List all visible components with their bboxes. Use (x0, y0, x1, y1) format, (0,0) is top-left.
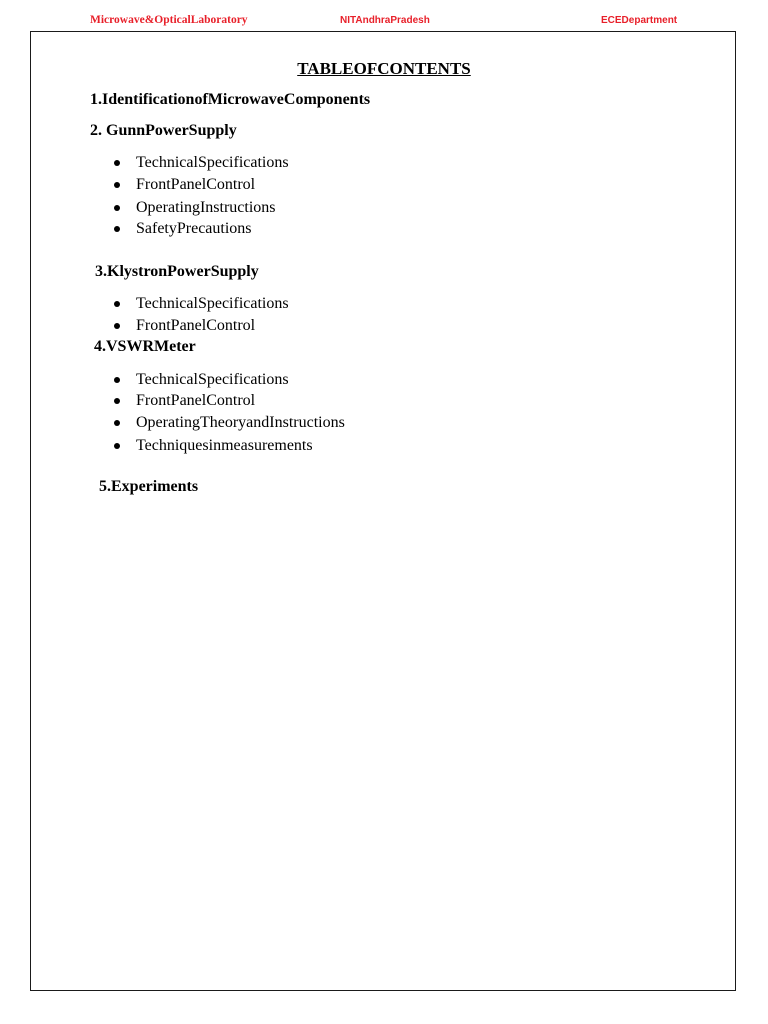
list-item-label: FrontPanelControl (136, 176, 256, 193)
toc-section-number: 1. (90, 91, 102, 108)
list-item[interactable] (136, 391, 255, 411)
header-lab-name: Microwave&OpticalLaboratory (90, 14, 248, 26)
list-item-label: TechnicalSpecifications (136, 371, 289, 388)
toc-section-4[interactable] (94, 337, 196, 357)
page-title: TABLEOFCONTENTS (297, 59, 471, 78)
header-department: ECEDepartment (601, 15, 678, 26)
toc-section-number: 5. (99, 478, 111, 495)
toc-section-label: GunnPowerSupply (106, 122, 237, 139)
bullet-icon (114, 443, 120, 449)
toc-section-number: 2. (90, 122, 106, 139)
list-item[interactable] (136, 153, 289, 173)
toc-section-label: KlystronPowerSupply (107, 263, 259, 280)
bullet-icon (114, 205, 120, 211)
bullet-icon (114, 420, 120, 426)
list-item[interactable] (136, 198, 276, 218)
list-item-label: TechnicalSpecifications (136, 295, 289, 312)
toc-section-1[interactable] (90, 90, 370, 110)
list-item-label: FrontPanelControl (136, 392, 256, 409)
toc-section-5[interactable] (99, 477, 198, 497)
list-item-label: OperatingInstructions (136, 199, 276, 216)
toc-section-label: IdentificationofMicrowaveComponents (102, 91, 371, 108)
header-institute: NITAndhraPradesh (340, 15, 430, 26)
bullet-icon (114, 226, 120, 232)
toc-section-number: 3. (95, 263, 107, 280)
list-item-label: TechnicalSpecifications (136, 154, 289, 171)
list-item[interactable] (136, 219, 252, 239)
toc-section-label: Experiments (111, 478, 199, 495)
bullet-icon (114, 398, 120, 404)
bullet-icon (114, 301, 120, 307)
toc-section-label: VSWRMeter (106, 338, 196, 355)
list-item[interactable] (136, 413, 345, 433)
list-item[interactable] (136, 316, 255, 336)
bullet-icon (114, 377, 120, 383)
bullet-icon (114, 160, 120, 166)
toc-section-2[interactable] (90, 121, 237, 141)
list-item-label: OperatingTheoryandInstructions (136, 414, 345, 431)
list-item[interactable] (136, 436, 313, 456)
list-item-label: FrontPanelControl (136, 317, 256, 334)
toc-section-number: 4. (94, 338, 106, 355)
toc-section-3[interactable] (95, 262, 259, 282)
list-item[interactable] (136, 370, 289, 390)
list-item[interactable] (136, 294, 289, 314)
bullet-icon (114, 323, 120, 329)
list-item-label: SafetyPrecautions (136, 220, 252, 237)
list-item[interactable] (136, 175, 255, 195)
list-item-label: Techniquesinmeasurements (136, 437, 313, 454)
bullet-icon (114, 182, 120, 188)
